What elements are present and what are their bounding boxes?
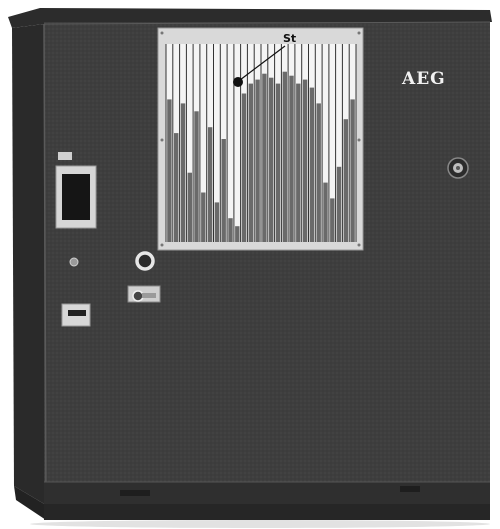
indicator-column-fill — [222, 139, 226, 242]
plinth-vent-right — [400, 486, 420, 492]
indicator-column-fill — [337, 167, 341, 242]
indicator-column-fill — [255, 80, 259, 242]
floor-shadow — [30, 520, 490, 528]
indicator-column-fill — [317, 103, 321, 242]
indicator-column-fill — [330, 198, 334, 242]
indicator-column-fill — [350, 99, 354, 242]
indicator-column-fill — [188, 173, 192, 242]
indicator-column-fill — [167, 99, 171, 242]
panel-stud — [70, 258, 78, 266]
indicator-column-fill — [242, 94, 246, 243]
indicator-column-fill — [289, 76, 293, 242]
indicator-column-fill — [303, 80, 307, 242]
cabinet-side — [12, 24, 46, 505]
indicator-column-fill — [269, 78, 273, 242]
indicator-column-fill — [283, 72, 287, 242]
indicator-column-fill — [181, 103, 185, 242]
indicator-column-fill — [201, 193, 205, 243]
ring-socket[interactable] — [137, 253, 153, 269]
cabinet-plinth — [44, 482, 490, 506]
indicator-column-fill — [296, 84, 300, 242]
indicator-column-fill — [235, 226, 239, 242]
indicator-column-fill — [262, 74, 266, 242]
indicator-column-fill — [323, 183, 327, 242]
label-clip — [58, 152, 72, 160]
indicator-window — [158, 28, 363, 250]
callout-marker — [233, 77, 243, 87]
brand-logo: AEG — [402, 69, 446, 89]
door-lock-knob[interactable] — [448, 158, 468, 178]
indicator-column-fill — [208, 127, 212, 242]
indicator-column-fill — [194, 111, 198, 242]
indicator-column-fill — [228, 218, 232, 242]
indicator-column-fill — [249, 84, 253, 242]
indicator-column-fill — [215, 202, 219, 242]
callout-label: St — [283, 32, 297, 45]
indicator-column-fill — [174, 133, 178, 242]
indicator-column-fill — [310, 88, 314, 242]
indicator-column-fill — [276, 84, 280, 242]
indicator-column-fill — [344, 119, 348, 242]
latch-handle[interactable] — [62, 304, 90, 326]
toggle-switch[interactable] — [128, 286, 160, 302]
plinth-vent-left — [120, 490, 150, 496]
